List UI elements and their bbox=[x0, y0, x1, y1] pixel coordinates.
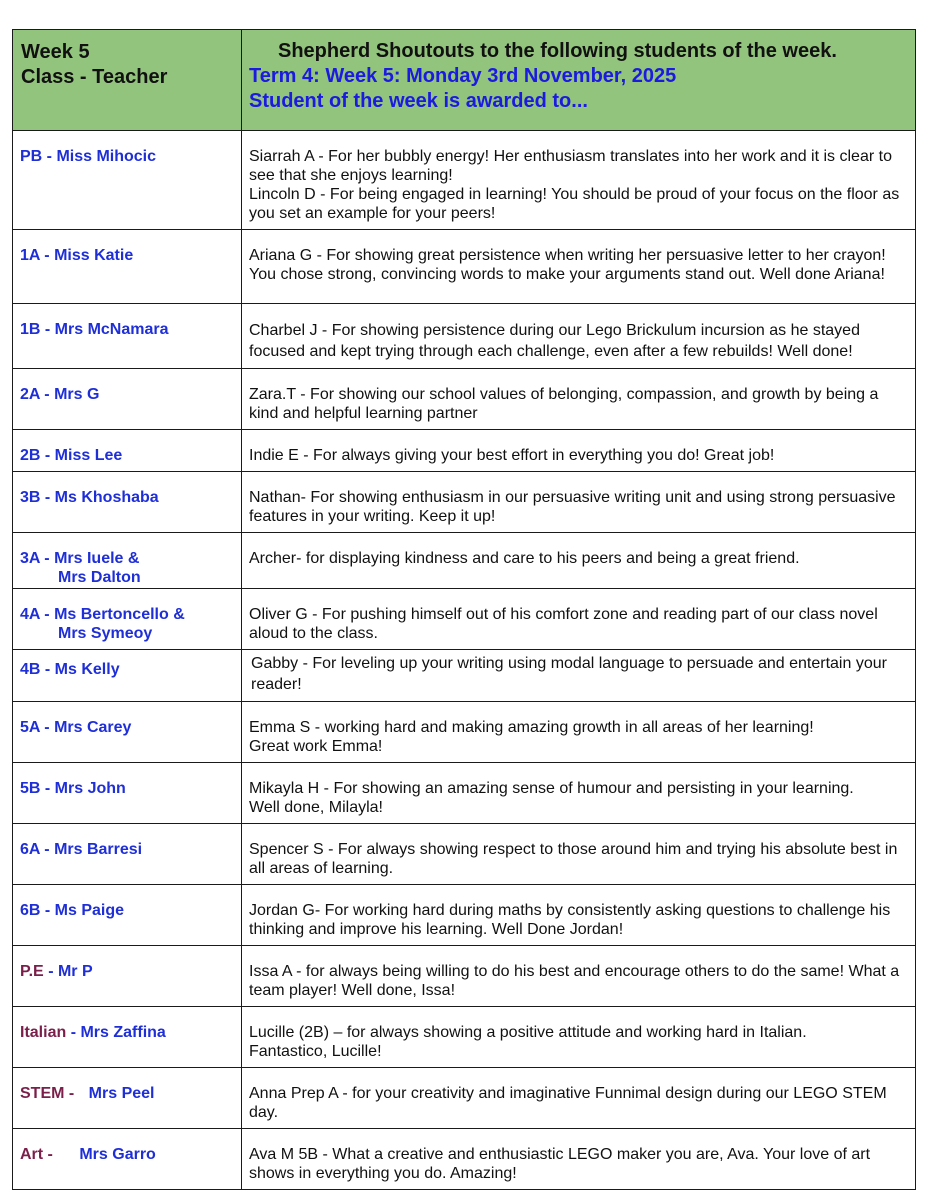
shoutout-text: Emma S - working hard and making amazing growth in all areas of her learning! bbox=[249, 719, 814, 736]
subject-label: P.E bbox=[20, 963, 44, 980]
class-label: 5A - Mrs Carey bbox=[20, 719, 132, 736]
class-teacher-cell bbox=[13, 430, 242, 472]
shoutout-cell bbox=[242, 230, 916, 304]
class-label: 1B - Mrs McNamara bbox=[20, 321, 169, 338]
shoutout-text: Charbel J - For showing persistence during our Lego Brickulum incursion as he stayed focused and kept trying through each challenge, even after a few rebuilds! Well done! bbox=[249, 322, 860, 360]
shoutout-cell bbox=[242, 824, 916, 885]
subject-label: Italian bbox=[20, 1024, 67, 1041]
shoutout-text: Oliver G - For pushing himself out of his comfort zone and reading part of our class novel aloud to the class. bbox=[249, 606, 878, 642]
shoutout-cell bbox=[242, 1007, 916, 1068]
class-label: 2A - Mrs G bbox=[20, 386, 100, 403]
term-line: Term 4: Week 5: Monday 3rd November, 2025 bbox=[249, 65, 677, 87]
class-label: 6B - Ms Paige bbox=[20, 902, 125, 919]
class-teacher-cell bbox=[13, 702, 242, 763]
table-row bbox=[13, 702, 916, 763]
class-label: 6A - Mrs Barresi bbox=[20, 841, 143, 858]
class-teacher-cell bbox=[13, 369, 242, 430]
class-teacher-cell bbox=[13, 131, 242, 230]
table-row bbox=[13, 430, 916, 472]
table-row bbox=[13, 230, 916, 304]
class-label: 4A - Ms Bertoncello & bbox=[20, 606, 185, 623]
shoutout-text: Jordan G- For working hard during maths by consistently asking questions to challenge his thinking and improve his learning. Well Done Jordan! bbox=[249, 902, 891, 938]
shoutout-cell bbox=[242, 430, 916, 472]
shoutout-cell bbox=[242, 472, 916, 533]
table-header-row bbox=[13, 30, 916, 131]
table-row bbox=[13, 369, 916, 430]
class-teacher-cell bbox=[13, 1007, 242, 1068]
shoutout-cell bbox=[242, 589, 916, 650]
class-teacher-cell bbox=[13, 885, 242, 946]
shoutout-cell bbox=[242, 304, 916, 369]
subject-label: Art - bbox=[20, 1146, 53, 1163]
class-label: 4B - Ms Kelly bbox=[20, 661, 120, 678]
class-label-second-teacher: Mrs Symeoy bbox=[58, 625, 153, 642]
table-row bbox=[13, 131, 916, 230]
subject-label: STEM - bbox=[20, 1085, 75, 1102]
table-row bbox=[13, 589, 916, 650]
header-left-cell bbox=[13, 30, 242, 131]
teacher-label: - Mr P bbox=[48, 963, 93, 980]
teacher-label: - Mrs Zaffina bbox=[70, 1024, 166, 1041]
table-row bbox=[13, 1007, 916, 1068]
shoutout-text: Archer- for displaying kindness and care to his peers and being a great friend. bbox=[249, 550, 800, 567]
class-label: 3B - Ms Khoshaba bbox=[20, 489, 159, 506]
shoutout-cell bbox=[242, 131, 916, 230]
shoutouts-table bbox=[12, 29, 916, 1190]
table-row bbox=[13, 946, 916, 1007]
shoutout-text: Spencer S - For always showing respect to those around him and trying his absolute best in all areas of learning. bbox=[249, 841, 898, 877]
class-teacher-cell bbox=[13, 946, 242, 1007]
shoutout-cell bbox=[242, 533, 916, 589]
class-teacher-cell bbox=[13, 763, 242, 824]
class-teacher-cell bbox=[13, 650, 242, 702]
class-label: 2B - Miss Lee bbox=[20, 447, 123, 464]
shoutout-text: Issa A - for always being willing to do his best and encourage others to do the same! What a team player! Well done, Issa! bbox=[249, 963, 900, 999]
class-teacher-cell bbox=[13, 472, 242, 533]
table-row bbox=[13, 1129, 916, 1190]
week-label: Week 5 bbox=[21, 41, 90, 63]
shoutout-cell bbox=[242, 946, 916, 1007]
header-right-cell bbox=[242, 30, 916, 131]
class-teacher-cell bbox=[13, 230, 242, 304]
shoutout-text: Lincoln D - For being engaged in learning! You should be proud of your focus on the floor as you set an example for your peers! bbox=[249, 186, 900, 222]
class-label-second-teacher: Mrs Dalton bbox=[58, 569, 141, 586]
shoutout-text: Ava M 5B - What a creative and enthusiastic LEGO maker you are, Ava. Your love of art shows in everything you do. Amazing! bbox=[249, 1146, 871, 1182]
class-teacher-cell bbox=[13, 304, 242, 369]
class-teacher-cell bbox=[13, 533, 242, 589]
table-row bbox=[13, 650, 916, 702]
shoutout-cell bbox=[242, 702, 916, 763]
class-teacher-cell bbox=[13, 1068, 242, 1129]
class-label: PB - Miss Mihocic bbox=[20, 148, 157, 165]
table-row bbox=[13, 885, 916, 946]
shoutout-cell bbox=[242, 369, 916, 430]
shoutout-text: Lucille (2B) – for always showing a positive attitude and working hard in Italian. bbox=[249, 1024, 807, 1041]
teacher-label: Mrs Garro bbox=[79, 1146, 156, 1163]
class-teacher-cell bbox=[13, 1129, 242, 1190]
table-row bbox=[13, 472, 916, 533]
shoutout-text: Well done, Milayla! bbox=[249, 799, 383, 816]
award-line: Student of the week is awarded to... bbox=[249, 90, 588, 112]
class-label: 5B - Mrs John bbox=[20, 780, 126, 797]
shoutout-text: Anna Prep A - for your creativity and imaginative Funnimal design during our LEGO STEM day. bbox=[249, 1085, 887, 1121]
shoutout-text: Zara.T - For showing our school values of belonging, compassion, and growth by being a kind and helpful learning partner bbox=[249, 386, 879, 422]
shoutout-text: Great work Emma! bbox=[249, 738, 383, 755]
shoutout-cell bbox=[242, 650, 916, 702]
shoutout-text: Gabby - For leveling up your writing using modal language to persuade and entertain your reader! bbox=[251, 655, 887, 693]
class-teacher-label: Class - Teacher bbox=[21, 66, 168, 88]
class-label: 3A - Mrs Iuele & bbox=[20, 550, 140, 567]
shoutout-cell bbox=[242, 1129, 916, 1190]
class-teacher-cell bbox=[13, 589, 242, 650]
shoutout-text: Siarrah A - For her bubbly energy! Her enthusiasm translates into her work and it is clear to see that she enjoys learning! bbox=[249, 148, 892, 184]
table-row bbox=[13, 763, 916, 824]
shoutout-cell bbox=[242, 763, 916, 824]
table-row bbox=[13, 533, 916, 589]
shoutout-text: Fantastico, Lucille! bbox=[249, 1043, 382, 1060]
shoutout-text: Mikayla H - For showing an amazing sense of humour and persisting in your learning. bbox=[249, 780, 854, 797]
shoutout-cell bbox=[242, 1068, 916, 1129]
page-title: Shepherd Shoutouts to the following students of the week. bbox=[278, 40, 837, 62]
table-row bbox=[13, 1068, 916, 1129]
shoutout-text: Ariana G - For showing great persistence when writing her persuasive letter to her crayon! You chose strong, convincing words to make your arguments stand out. Well done Ariana! bbox=[249, 247, 886, 283]
shoutout-cell bbox=[242, 885, 916, 946]
class-teacher-cell bbox=[13, 824, 242, 885]
class-label: 1A - Miss Katie bbox=[20, 247, 134, 264]
shoutout-text: Nathan- For showing enthusiasm in our persuasive writing unit and using strong persuasive features in your writing. Keep it up! bbox=[249, 489, 896, 525]
table-row bbox=[13, 824, 916, 885]
table-row bbox=[13, 304, 916, 369]
teacher-label: Mrs Peel bbox=[88, 1085, 155, 1102]
shoutout-text: Indie E - For always giving your best effort in everything you do! Great job! bbox=[249, 447, 775, 464]
